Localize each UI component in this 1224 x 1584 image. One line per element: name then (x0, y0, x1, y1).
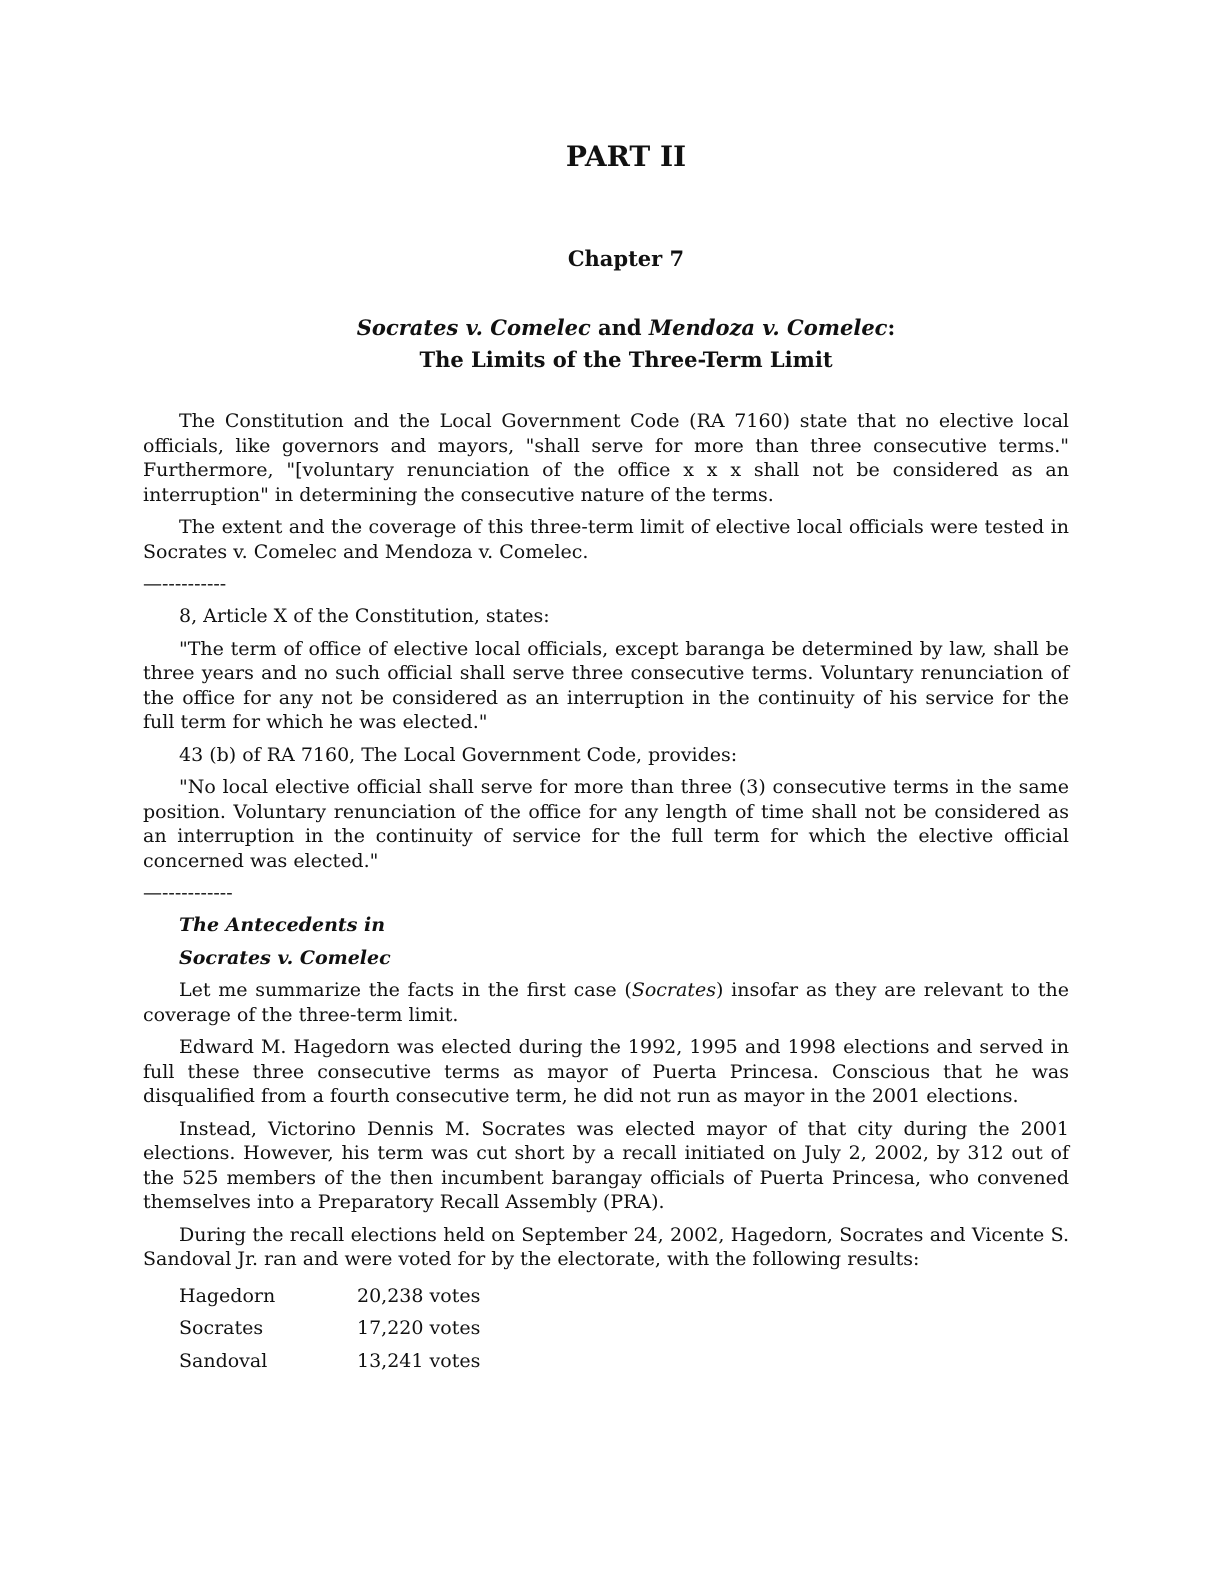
footnote-separator: —---------- (143, 573, 227, 595)
paragraph-summary-part2: ) insofar as they are relevant to the coverage of the three-term limit. (143, 979, 1069, 1026)
chapter-title: Chapter 7 (567, 246, 685, 271)
vote-row (179, 1345, 1069, 1378)
case-title-line2: The Limits of the Three-Term Limit (419, 347, 833, 372)
paragraph-hagedorn: Edward M. Hagedorn was elected during the 1992, 1995 and 1998 elections and served in full these three consecutive terms as mayor of Puerta Princesa. Conscious that he was disqualified from a fourth consecutive term, he did not run as mayor in the 2001 elections. (143, 1036, 1069, 1107)
paragraph-summary (143, 978, 1069, 1027)
case-title (143, 312, 1109, 376)
vote-results (179, 1280, 1069, 1378)
paragraph-summary-case: Socrates (631, 979, 716, 1001)
case-name-socrates: Socrates v. Comelec (356, 315, 591, 340)
candidate-name: Socrates (179, 1317, 264, 1339)
paragraph-extent: The extent and the coverage of this three-term limit of elective local officials were tested in Socrates v. Comelec and Mendoza v. Comelec. (143, 516, 1069, 563)
vote-count: 13,241 votes (357, 1349, 481, 1372)
body-text (143, 409, 1069, 1377)
vote-count: 20,238 votes (357, 1284, 481, 1307)
vote-count: 17,220 votes (357, 1317, 481, 1339)
paragraph-summary-part1: Let me summarize the facts in the first case ( (179, 979, 632, 1001)
vote-row (179, 1312, 1069, 1345)
paragraph-recall: During the recall elections held on September 24, 2002, Hagedorn, Socrates and Vicente S. Sandoval Jr. ran and were voted for by the electorate, with the following results: (143, 1223, 1069, 1270)
candidate-name: Sandoval (179, 1349, 268, 1372)
paragraph-intro: The Constitution and the Local Government Code (RA 7160) state that no elective local officials, like governors and mayors, "shall serve for more than three consecutive terms." Furthermore, "[voluntary renunciation of the office x x x shall not be considered as an interruption" in determining the consecutive nature of the terms. (143, 410, 1069, 506)
footnote-constitution-quote: "The term of office of elective local officials, except baranga be determined by law, shall be three years and no such official shall serve three consecutive terms. Voluntary renunciation of the office for any not be considered as an interruption in the continuity of his service for the full term for which he was elected." (143, 637, 1069, 733)
footnote-constitution-ref: 8, Article X of the Constitution, states: (179, 605, 550, 627)
case-title-and: and (590, 315, 649, 340)
part-title: PART II (565, 140, 687, 173)
paragraph-socrates: Instead, Victorino Dennis M. Socrates was elected mayor of that city during the 2001 elections. However, his term was cut short by a recall initiated on July 2, 2002, by 312 out of the 525 members of the then incumbent barangay officials of Puerta Princesa, who convened themselves into a Preparatory Recall Assembly (PRA). (143, 1117, 1069, 1213)
candidate-name: Hagedorn (179, 1284, 276, 1307)
section-heading-line2: Socrates v. Comelec (179, 946, 391, 969)
case-title-colon: : (887, 315, 896, 340)
case-name-mendoza: Mendoza v. Comelec (648, 315, 888, 340)
footnote-separator-end: —----------- (143, 882, 233, 904)
case-title-line1 (143, 312, 1109, 344)
footnote-lgc-quote: "No local elective official shall serve for more than three (3) consecutive terms in the same position. Voluntary renunciation of the office for any length of time shall not be considered as an interruption in the continuity of service for the full term for which the elective official concerned was elected." (143, 776, 1069, 872)
section-heading-line1: The Antecedents in (179, 914, 386, 936)
vote-row (179, 1280, 1069, 1313)
footnote-lgc-ref: 43 (b) of RA 7160, The Local Government Code, provides: (179, 743, 738, 766)
